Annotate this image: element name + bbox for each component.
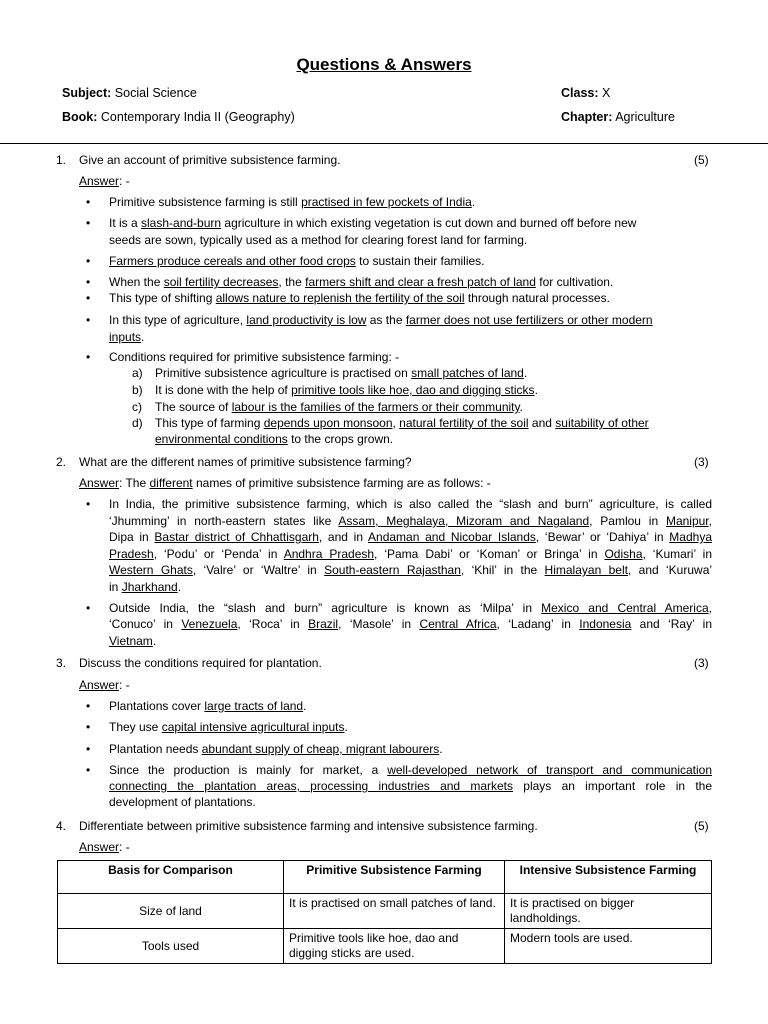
q2-p2-line-3: Vietnam.: [109, 634, 157, 648]
q1-bullet-4: When the soil fertility decreases, the farmers shift and clear a fresh patch of land for cultivation.: [109, 275, 614, 289]
q1-answer-label: Answer: -: [79, 174, 130, 188]
q3-bullet-1: Plantations cover large tracts of land.: [109, 699, 307, 713]
q1-bullet-6-line-2: inputs.: [109, 330, 145, 344]
q1-bullet-5: This type of shifting allows nature to replenish the fertility of the soil through natural processes.: [109, 291, 610, 305]
table-header-row: [58, 861, 712, 894]
q3-bullet-2: They use capital intensive agricultural inputs.: [109, 720, 348, 734]
chapter: Chapter: Agriculture: [561, 110, 675, 124]
table-cell: Tools used: [58, 929, 284, 964]
q2-marks: (3): [694, 455, 709, 469]
q4-number: 4.: [56, 819, 67, 833]
sub-b-mark: b): [132, 383, 143, 397]
table-header-cell: Primitive Subsistence Farming: [284, 861, 505, 894]
q3-bullet-4-line-1: Since the production is mainly for market, a well-developed network of transport and communication: [109, 763, 713, 777]
q3-bullet-4-line-2: connecting the plantation areas, processing industries and markets plays an important role in the: [109, 779, 713, 793]
table-header-cell: Intensive Subsistence Farming: [505, 861, 712, 894]
table-cell: Size of land: [58, 894, 284, 929]
q1-bullet-1: Primitive subsistence farming is still practised in few pockets of India.: [109, 195, 476, 209]
bullet: •: [86, 291, 91, 305]
q1-bullet-7: Conditions required for primitive subsistence farming: -: [109, 350, 400, 364]
bullet: •: [86, 601, 91, 615]
q1-marks: (5): [694, 153, 709, 167]
q1-bullet-2-line-1: It is a slash-and-burn agriculture in which existing vegetation is cut down and burned off before new: [109, 216, 637, 230]
bullet: •: [86, 699, 91, 713]
page-title: Questions & Answers: [296, 55, 472, 74]
q4-question: Differentiate between primitive subsistence farming and intensive subsistence farming.: [79, 819, 538, 833]
bullet: •: [86, 313, 91, 327]
q2-p1-line-5: Western Ghats, ‘Valre’ or ‘Waltre’ in South-eastern Rajasthan, ‘Khil’ in the Himalayan belt, and ‘Kuruwa’: [109, 563, 713, 577]
q2-p1-line-6: in Jharkhand.: [109, 580, 182, 594]
q1-sub-c: The source of labour is the families of the farmers or their community.: [155, 400, 523, 414]
q1-sub-b: It is done with the help of primitive tools like hoe, dao and digging sticks.: [155, 383, 538, 397]
q3-question: Discuss the conditions required for plantation.: [79, 656, 322, 670]
q4-marks: (5): [694, 819, 709, 833]
table-row: [58, 894, 712, 929]
q1-bullet-6-line-1: In this type of agriculture, land productivity is low as the farmer does not use fertilizers or other modern: [109, 313, 653, 327]
q2-p1-line-2: ‘Jhumming’ in north-eastern states like Assam, Meghalaya, Mizoram and Nagaland, Pamlou in Manipur,: [109, 514, 712, 528]
table-header-cell: Basis for Comparison: [58, 861, 284, 894]
header-divider: [0, 143, 768, 144]
sub-c-mark: c): [132, 400, 142, 414]
q1-sub-d-line-1: This type of farming depends upon monsoon, natural fertility of the soil and suitability of other: [155, 416, 649, 430]
q2-number: 2.: [56, 455, 67, 469]
subject: Subject: Social Science: [62, 86, 197, 100]
sub-a-mark: a): [132, 366, 143, 380]
class: Class: X: [561, 86, 611, 100]
table-cell: Primitive tools like hoe, dao and digging sticks are used.: [284, 929, 505, 964]
comparison-table: [57, 860, 712, 964]
bullet: •: [86, 216, 91, 230]
q1-bullet-2-line-2: seeds are sown, typically used as a method for clearing forest land for farming.: [109, 233, 528, 247]
q2-p1-line-1: In India, the primitive subsistence farming, which is also called the “slash and burn” agriculture, is called: [109, 497, 712, 511]
bullet: •: [86, 350, 91, 364]
table-cell: Modern tools are used.: [505, 929, 712, 964]
bullet: •: [86, 275, 91, 289]
table-cell: It is practised on small patches of land.: [284, 894, 505, 929]
q2-question: What are the different names of primitive subsistence farming?: [79, 455, 412, 469]
bullet: •: [86, 195, 91, 209]
q2-p2-line-1: Outside India, the “slash and burn” agriculture is known as ‘Milpa’ in Mexico and Central America,: [109, 601, 712, 615]
q2-p1-line-3: Dipa in Bastar district of Chhattisgarh, and in Andaman and Nicobar Islands, ‘Bewar’ or ‘Dahiya’ in Madhya: [109, 530, 712, 544]
bullet: •: [86, 763, 91, 777]
bullet: •: [86, 254, 91, 268]
q1-bullet-3: Farmers produce cereals and other food crops to sustain their families.: [109, 254, 485, 268]
q3-bullet-3: Plantation needs abundant supply of cheap, migrant labourers.: [109, 742, 443, 756]
q3-bullet-4-line-3: development of plantations.: [109, 795, 256, 809]
table-cell: It is practised on bigger landholdings.: [505, 894, 712, 929]
table-row: [58, 929, 712, 964]
q1-number: 1.: [56, 153, 67, 167]
q2-answer: Answer: The different names of primitive subsistence farming are as follows: -: [79, 476, 491, 490]
book: Book: Contemporary India II (Geography): [62, 110, 295, 124]
q1-sub-d-line-2: environmental conditions to the crops grown.: [155, 432, 394, 446]
sub-d-mark: d): [132, 416, 143, 430]
q3-answer-label: Answer: -: [79, 678, 130, 692]
q3-number: 3.: [56, 656, 67, 670]
q2-p2-line-2: ‘Conuco’ in Venezuela, ‘Roca’ in Brazil, ‘Masole’ in Central Africa, ‘Ladang’ in Indonesia and ‘Ray’ in: [109, 617, 713, 631]
q1-question: Give an account of primitive subsistence farming.: [79, 153, 341, 167]
q1-sub-a: Primitive subsistence agriculture is practised on small patches of land.: [155, 366, 528, 380]
q2-p1-line-4: Pradesh, ‘Podu’ or ‘Penda’ in Andhra Pradesh, ‘Pama Dabi’ or ‘Koman’ or Bringa’ in Odisha, ‘Kumari’ in: [109, 547, 712, 561]
q3-marks: (3): [694, 656, 709, 670]
bullet: •: [86, 742, 91, 756]
bullet: •: [86, 720, 91, 734]
bullet: •: [86, 497, 91, 511]
q4-answer-label: Answer: -: [79, 840, 130, 854]
